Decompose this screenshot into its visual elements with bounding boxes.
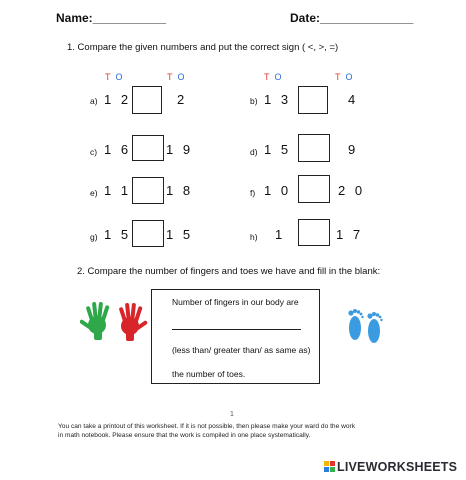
problem-label: b) bbox=[250, 96, 258, 106]
footer-note-line-1: You can take a printout of this worksheet. If it is not possible, then please make your ward do the work bbox=[58, 423, 356, 430]
left-number: 1 5 bbox=[104, 227, 132, 242]
ones-label: O bbox=[345, 72, 353, 82]
left-number: 1 5 bbox=[264, 142, 292, 157]
problem-label: f) bbox=[250, 188, 256, 198]
question-2-instruction: 2. Compare the number of fingers and toes we have and fill in the blank: bbox=[77, 266, 381, 277]
right-number: 1 5 bbox=[166, 227, 194, 242]
left-number: 1 6 bbox=[104, 142, 132, 157]
left-number: 1 1 bbox=[104, 183, 132, 198]
feet-icon bbox=[343, 304, 387, 346]
tens-label: T bbox=[105, 72, 111, 82]
problem-label: a) bbox=[90, 96, 98, 106]
right-number: 1 9 bbox=[166, 142, 194, 157]
name-field-label: Name:___________ bbox=[56, 11, 167, 25]
footer-note bbox=[58, 422, 438, 440]
options-text: (less than/ greater than/ as same as) bbox=[172, 345, 311, 355]
left-number: 1 bbox=[275, 227, 286, 242]
place-value-header-left-1 bbox=[105, 72, 123, 82]
place-value-header-right-1 bbox=[264, 72, 282, 82]
comparison-answer-box[interactable] bbox=[298, 219, 330, 246]
ones-label: O bbox=[274, 72, 282, 82]
comparison-answer-box[interactable] bbox=[298, 134, 330, 162]
comparison-answer-box[interactable] bbox=[298, 86, 328, 114]
right-number: 2 bbox=[177, 92, 188, 107]
comparison-answer-box[interactable] bbox=[132, 135, 164, 161]
problem-label: g) bbox=[90, 232, 98, 242]
right-number: 4 bbox=[348, 92, 359, 107]
place-value-header-left-2 bbox=[167, 72, 185, 82]
right-number: 9 bbox=[348, 142, 359, 157]
right-number: 1 7 bbox=[336, 227, 364, 242]
footer-note-line-2: in math notebook. Please ensure that the work is compiled in one place systematically. bbox=[58, 432, 311, 439]
problem-label: e) bbox=[90, 188, 98, 198]
problem-label: c) bbox=[90, 147, 98, 157]
ones-label: O bbox=[177, 72, 185, 82]
liveworksheets-logo-icon bbox=[324, 461, 336, 473]
page-number: 1 bbox=[230, 411, 234, 418]
problem-label: h) bbox=[250, 232, 258, 242]
left-number: 1 3 bbox=[264, 92, 292, 107]
comparison-answer-box[interactable] bbox=[132, 220, 164, 247]
tens-label: T bbox=[264, 72, 270, 82]
left-number: 1 2 bbox=[104, 92, 132, 107]
date-field-label: Date:______________ bbox=[290, 11, 414, 25]
ones-label: O bbox=[115, 72, 123, 82]
liveworksheets-brand[interactable]: LIVEWORKSHEETS bbox=[337, 460, 458, 474]
tens-label: T bbox=[167, 72, 173, 82]
tens-label: T bbox=[335, 72, 341, 82]
hands-icon bbox=[80, 300, 150, 344]
toes-statement: the number of toes. bbox=[172, 369, 246, 379]
right-number: 2 0 bbox=[338, 183, 366, 198]
place-value-header-right-2 bbox=[335, 72, 353, 82]
comparison-answer-box[interactable] bbox=[132, 177, 164, 204]
comparison-answer-box[interactable] bbox=[298, 175, 330, 203]
problem-label: d) bbox=[250, 147, 258, 157]
left-number: 1 0 bbox=[264, 183, 292, 198]
fingers-statement: Number of fingers in our body are bbox=[172, 297, 299, 307]
answer-blank-line[interactable] bbox=[172, 328, 301, 330]
question-1-instruction: 1. Compare the given numbers and put the correct sign ( <, >, =) bbox=[67, 42, 339, 53]
right-number: 1 8 bbox=[166, 183, 194, 198]
comparison-answer-box[interactable] bbox=[132, 86, 162, 114]
